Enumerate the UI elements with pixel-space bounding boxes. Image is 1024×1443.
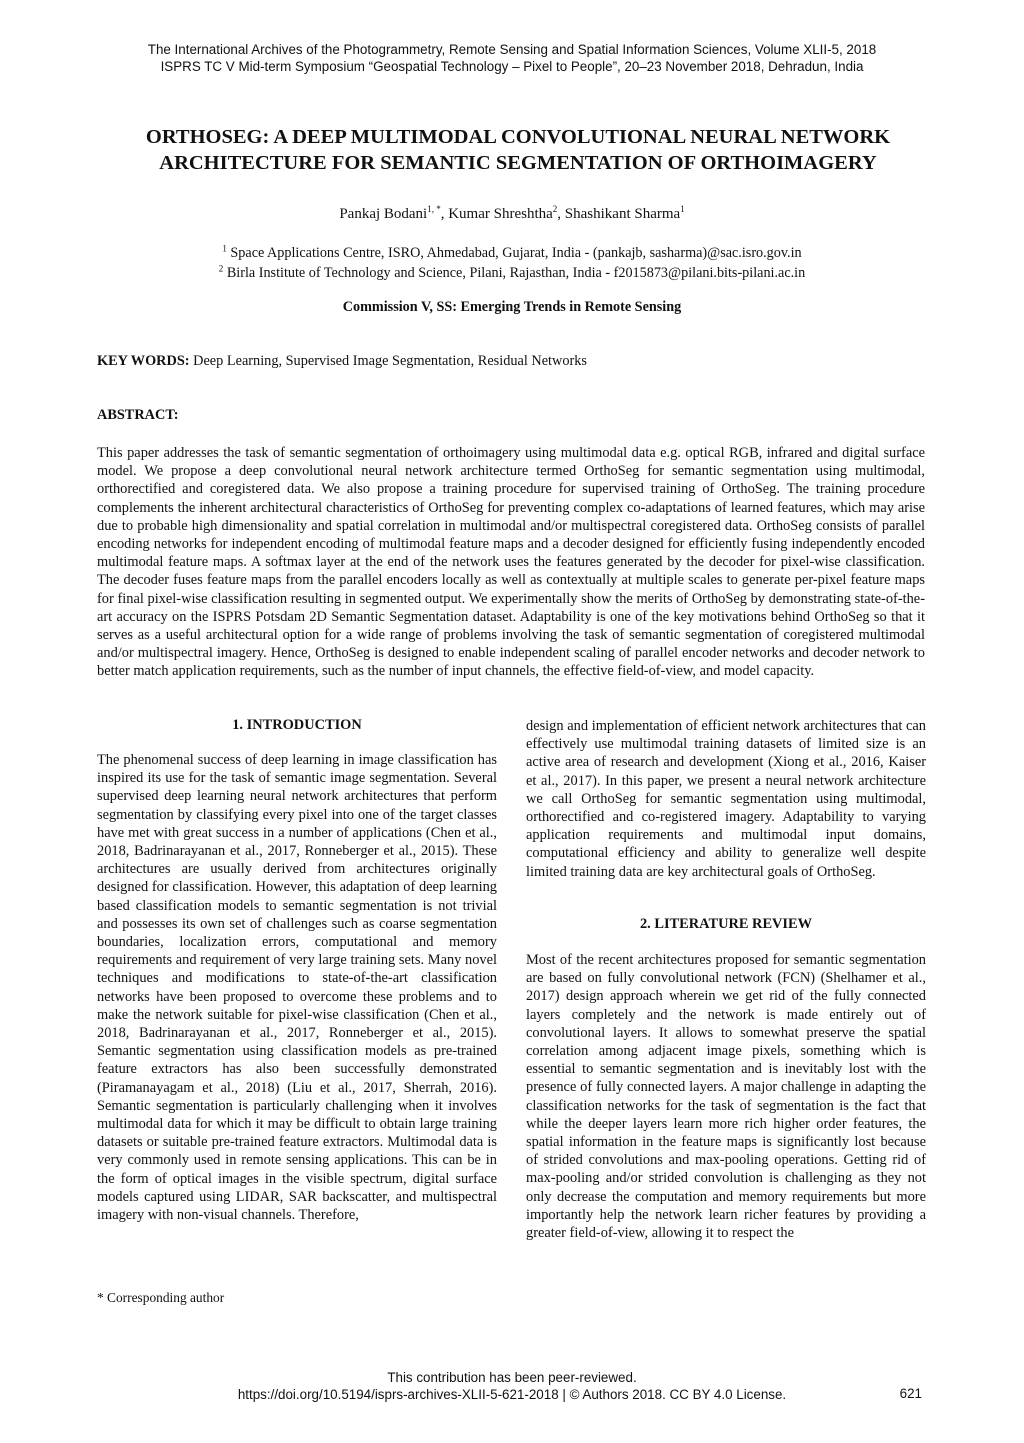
paper-title [100, 124, 936, 176]
author-2-affil: 2 [552, 204, 558, 214]
affiliation-2: $^2$ Birla Institute of Technology and Science, Pilani, Rajasthan, India - f2015873@pilani.bits-pilani.ac.in [218, 263, 806, 281]
footnote: * Corresponding author [97, 1290, 225, 1305]
author-3: , Shashikant Sharma [557, 206, 681, 222]
affiliation-1: $^1$ Space Applications Centre, ISRO, Ahmedabad, Gujarat, India - (pankajb, sasharma)@sac.isro.gov.in [222, 243, 802, 261]
header-line-2: ISPRS TC V Mid-term Symposium “Geospatial Technology – Pixel to People”, 20–23 November 2018, Dehradun, India [160, 59, 864, 74]
right-column-top [526, 717, 926, 881]
left-column [97, 751, 497, 1224]
doi-license: https://doi.org/10.5194/isprs-archives-XLII-5-621-2018 | © Authors 2018. CC BY 4.0 License. [237, 1387, 787, 1402]
page-number: 621 [899, 1386, 922, 1401]
section-2-paragraph: Most of the recent architectures proposed for semantic segmentation are based on fully convolutional network (FCN) (Shelhamer et al., 2017) design approach wherein we get rid of the fully connected layers completely and the network is made entirely out of convolutional layers. It allows to somewhat preserve the spatial correlation among adjacent image pixels, something which is essential to semantic segmentation and is inevitably lost with the presence of fully connected layers. A major challenge in adapting the classification networks for the task of segmentation is the fact that while the deeper layers learn more rich higher order features, the spatial information in the feature maps is significantly lost because of strided convolutions and max-pooling operations. Getting rid of max-pooling and/or strided convolution is challenging as they not only decrease the computation and memory requirements but more importantly help the network learn richer features by providing a greater field-of-view, allowing it to respect the [526, 952, 926, 1242]
author-1-affil: 1, * [427, 204, 441, 214]
commission: Commission V, SS: Emerging Trends in Remote Sensing [342, 299, 682, 315]
abstract-body: This paper addresses the task of semantic segmentation of orthoimagery using multimodal data e.g. optical RGB, infrared and digital surface model. We propose a deep convolutional neural network architecture termed OrthoSeg for semantic segmentation using multimodal, orthorectified and coregistered data. We also propose a training procedure for supervised training of OrthoSeg. The training procedure complements the inherent architectural characteristics of OrthoSeg for preventing complex co-adaptations of learned features, which may arise due to probable high dimensionality and spatial correlation in multimodal and/or multispectral coregistered data. OrthoSeg consists of parallel encoding networks for independent encoding of multimodal feature maps and a decoder designed for efficiently fusing independently encoded multimodal feature maps. A softmax layer at the end of the network uses the features generated by the decoder for pixel-wise classification. The decoder fuses feature maps from the parallel encoders locally as well as contextually at multiple scales to generate per-pixel feature maps for final pixel-wise classification resulting in segmented output. We experimentally show the merits of OrthoSeg by demonstrating state-of-the-art accuracy on the ISPRS Potsdam 2D Semantic Segmentation dataset. Adaptability is one of the key motivations behind OrthoSeg so that it serves as a useful architectural option for a wide range of problems involving the task of semantic segmentation of coregistered multimodal and/or multispectral imagery. Hence, OrthoSeg is designed to enable independent scaling of parallel encoder networks and decoder network to better match application requirements, such as the number of input channels, the effective field-of-view, and model capacity. [97, 445, 925, 680]
title-line-1: ORTHOSEG: A DEEP MULTIMODAL CONVOLUTIONAL NEURAL NETWORK [145, 126, 891, 148]
keywords-text: Deep Learning, Supervised Image Segmentation, Residual Networks [189, 353, 587, 369]
keywords [97, 353, 587, 370]
keywords-label: KEY WORDS: [97, 353, 190, 369]
title-line-2: ARCHITECTURE FOR SEMANTIC SEGMENTATION OF ORTHOIMAGERY [159, 152, 877, 174]
peer-review-note: This contribution has been peer-reviewed. [387, 1370, 637, 1385]
author-1: Pankaj Bodani [339, 206, 428, 222]
section-1-paragraph: The phenomenal success of deep learning in image classification has inspired its use for the task of semantic image segmentation. Several supervised deep learning neural network architectures that perform segmentation by classifying every pixel into one of the target classes have met with great success in a number of applications (Chen et al., 2018, Badrinarayanan et al., 2017, Ronneberger et al., 2015). These architectures are usually derived from architectures originally designed for classification. However, this adaptation of deep learning based classification models to semantic segmentation is not trivial and possesses its own set of challenges such as coarse segmentation boundaries, localization errors, computational and memory requirements and requirement of very large training sets. Many novel techniques and modifications to state-of-the-art classification networks have been proposed to overcome these problems and to make the network suitable for pixel-wise classification (Chen et al., 2018, Badrinarayanan et al., 2017, Ronneberger et al., 2015). Semantic segmentation using classification models as pre-trained feature extractors has also been successfully demonstrated (Piramanayagam et al., 2018) (Liu et al., 2017, Sherrah, 2016). Semantic segmentation is particularly challenging when it involves multimodal data for which it may be difficult to obtain large training datasets or suitable pre-trained feature extractors. Multimodal data is very commonly used in remote sensing applications. This can be in the form of optical images in the visible spectrum, digital surface models captured using LIDAR, SAR backscatter, and multispectral imagery with non-visual channels. Therefore, [97, 752, 497, 1224]
right-column-bottom [526, 951, 926, 1242]
affiliations [0, 243, 1024, 283]
page-footer [0, 1369, 1024, 1403]
abstract-heading: ABSTRACT: [97, 407, 179, 423]
author-2: , Kumar Shreshtha [440, 206, 553, 222]
header-line-1: The International Archives of the Photogrammetry, Remote Sensing and Spatial Information Sciences, Volume XLII-5, 2018 [147, 42, 877, 57]
author-list [0, 206, 1024, 223]
running-header [0, 41, 1024, 75]
author-3-affil: 1 [680, 204, 685, 214]
section-1-heading: 1. INTRODUCTION [232, 717, 362, 733]
section-2-heading: 2. LITERATURE REVIEW [639, 916, 813, 932]
section-1-continued: design and implementation of efficient network architectures that can effectively use multimodal training datasets of limited size is an active area of research and development (Xiong et al., 2016, Kaiser et al., 2017). In this paper, we present a neural network architecture we call OrthoSeg for semantic segmentation using multimodal, orthorectified and co-registered imagery. Adaptability to varying application requirements and multimodal input domains, computational efficiency and ability to generalize well despite limited training data are key architectural goals of OrthoSeg. [526, 718, 926, 880]
